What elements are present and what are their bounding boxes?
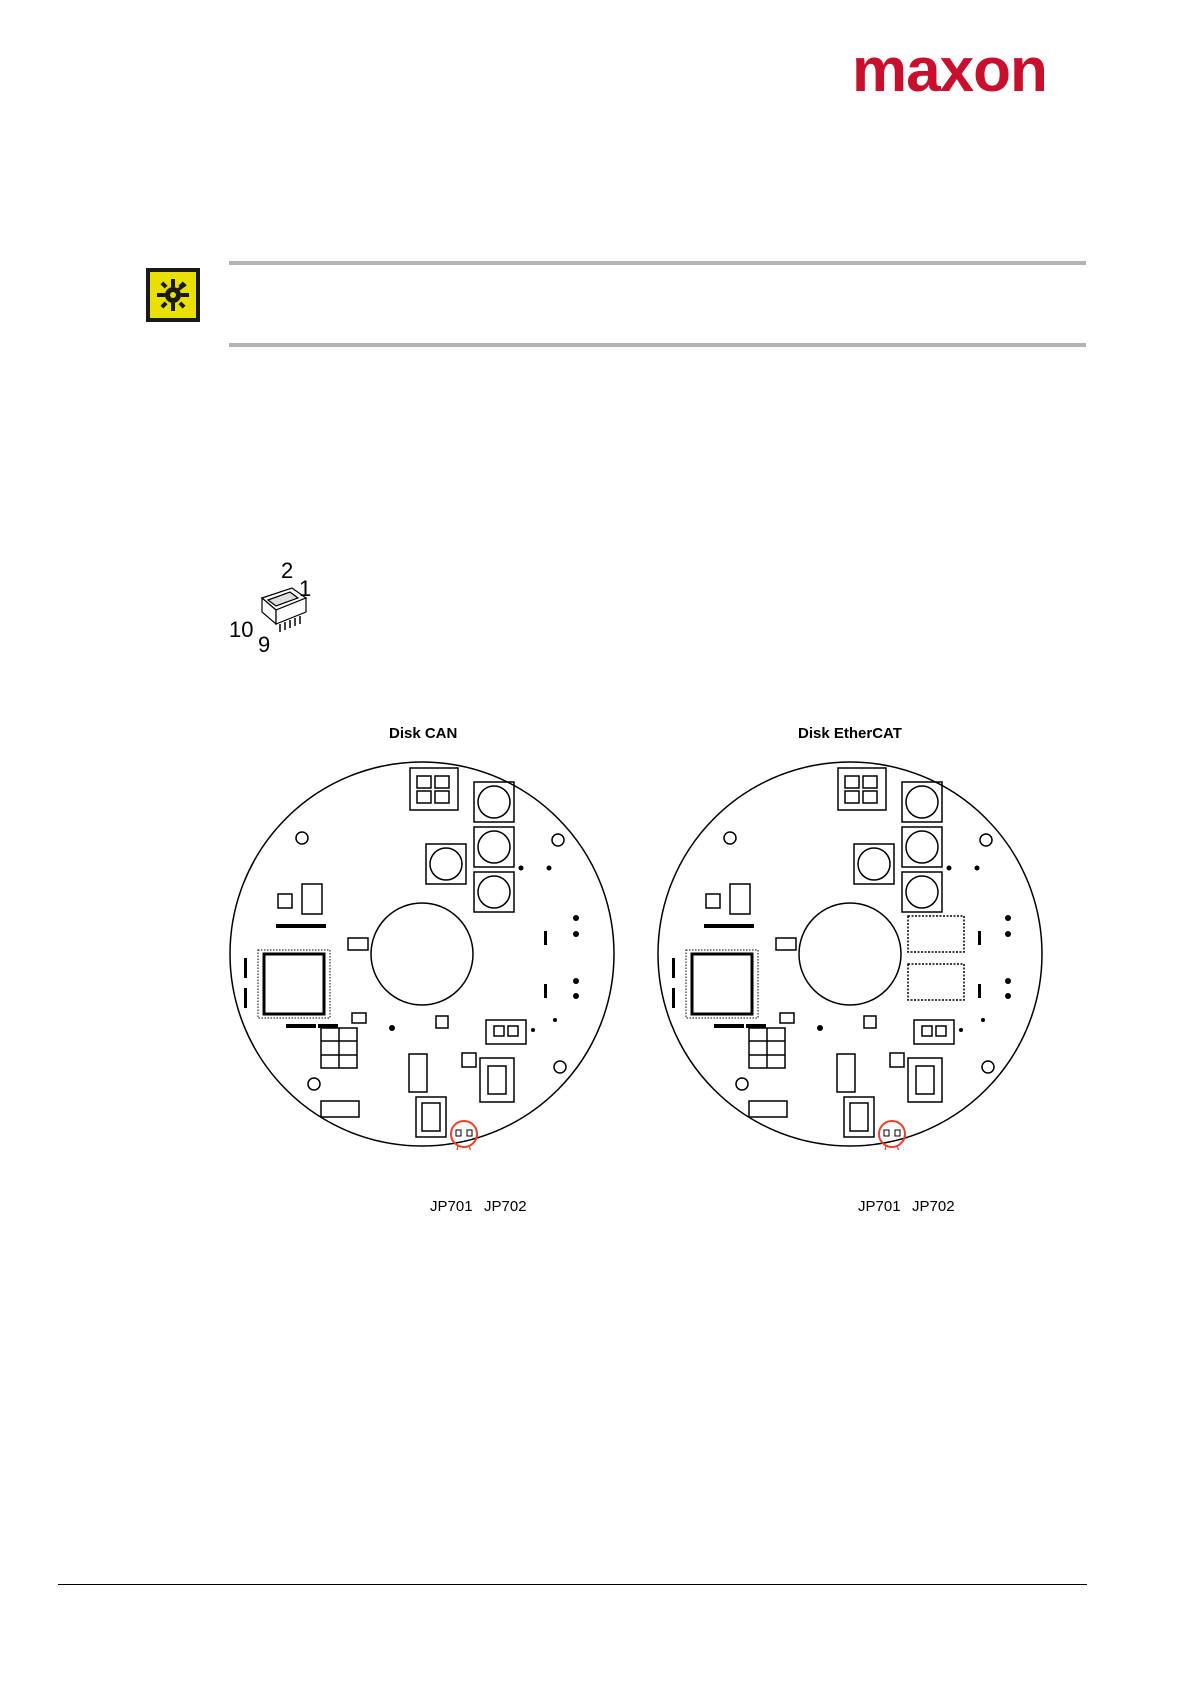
maxon-logo: maxon (852, 36, 1047, 105)
warning-icon (146, 268, 200, 322)
jumper-label-jp702-can: JP702 (484, 1198, 527, 1215)
jumper-highlight (451, 1121, 477, 1147)
board-diagram-ethercat (654, 758, 1046, 1150)
gear-wrench-icon (150, 272, 196, 318)
board-diagram-can (226, 758, 618, 1150)
center-hole (799, 903, 901, 1005)
jumper-label-jp702-ethercat: JP702 (912, 1198, 955, 1215)
pin-label-9: 9 (258, 632, 271, 657)
warning-rule-top (229, 261, 1086, 265)
footer-rule (58, 1584, 1087, 1585)
pin-label-2: 2 (281, 558, 294, 583)
board-title-can: Disk CAN (389, 725, 458, 742)
warning-rule-bottom (229, 343, 1086, 347)
jumper-highlight (879, 1121, 905, 1147)
board-title-ethercat: Disk EtherCAT (798, 725, 902, 742)
jumper-label-jp701-ethercat: JP701 (858, 1198, 901, 1215)
center-hole (371, 903, 473, 1005)
pin-label-1: 1 (299, 576, 312, 601)
jumper-label-jp701-can: JP701 (430, 1198, 473, 1215)
pin-label-10: 10 (229, 617, 254, 642)
